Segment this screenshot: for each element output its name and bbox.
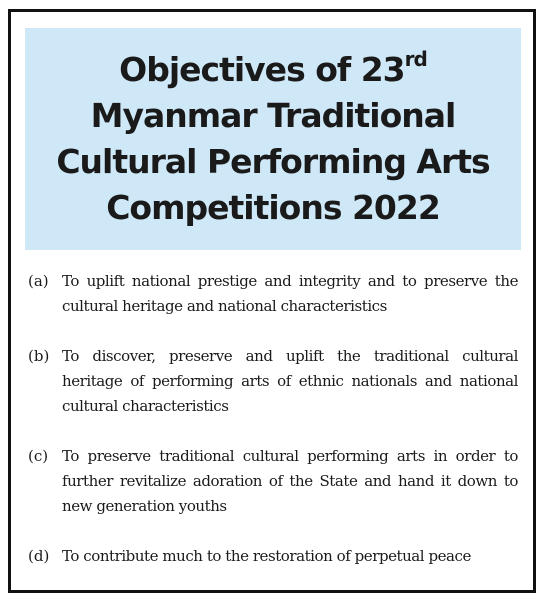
objective-marker: (b) — [28, 347, 50, 365]
title-line-1: Objectives of 23rd — [119, 47, 427, 89]
objective-text: To preserve traditional cultural performing arts in order to further revitalize adoration of the State and hand it down to new generation youths — [62, 447, 518, 515]
title-line-2: Myanmar Traditional — [90, 96, 456, 135]
objective-text: To uplift national prestige and integrity and to preserve the cultural heritage and national characteristics — [62, 272, 518, 315]
objective-marker: (a) — [28, 272, 49, 290]
objective-text: To discover, preserve and uplift the traditional cultural heritage of performing arts of ethnic nationals and national cultural characteristics — [62, 347, 518, 415]
title-line-4: Competitions 2022 — [106, 188, 440, 227]
page-title — [56, 47, 489, 231]
title-ordinal-suffix: rd — [404, 47, 427, 71]
objective-marker: (d) — [28, 547, 50, 565]
objective-item-c — [28, 444, 518, 519]
document-frame — [8, 9, 536, 593]
objective-text: To contribute much to the restoration of perpetual peace — [62, 547, 471, 565]
objective-marker: (c) — [28, 447, 49, 465]
objectives-list — [28, 269, 518, 569]
objective-item-b — [28, 344, 518, 419]
objective-item-a — [28, 269, 518, 319]
title-line-3: Cultural Performing Arts — [56, 142, 490, 181]
objective-item-d — [28, 544, 518, 569]
title-banner — [25, 28, 521, 250]
